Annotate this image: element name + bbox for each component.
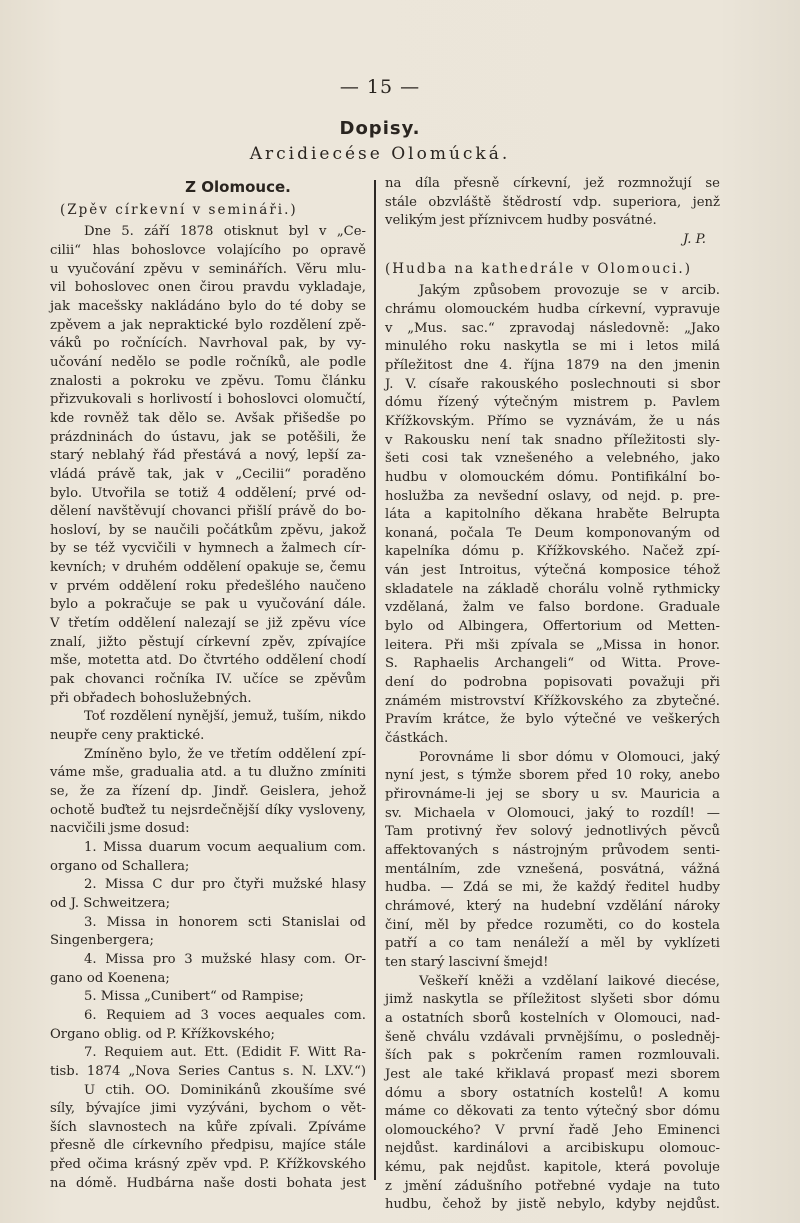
text-line: u vyučování zpěvu v seminářích. Věru mlu- [50,261,366,277]
text-line: šeně chválu vzdávali prvnějšímu, o posledněj- [385,1029,720,1045]
text-line: 7. Requiem aut. Ett. (Edidit F. Witt Ra- [84,1045,366,1061]
text-line: kapelníka dómu p. Křížkovského. Načež zpí- [385,544,720,560]
text-line: Porovnáme li sbor dómu v Olomouci, jaký [419,749,720,765]
text-line: Jakým způsobem provozuje se v arcib. [419,283,720,299]
text-line: Zmíněno bylo, že ve třetím oddělení zpí- [84,746,366,762]
text-line: z jmění zádušního potřebné vydaje na tuto [385,1178,720,1194]
section-title: Dopisy. [339,118,421,139]
text-line: Veškeří kněži a vzdělaní laikové diecése, [419,973,720,989]
text-line: J. V. císaře rakouského poslechnouti si sbor [385,376,720,392]
right-body-text-a [385,175,720,231]
text-line: dómu řízený výtečným mistrem p. Pavlem [385,395,720,411]
text-line: hoslužba za nevšední oslavy, od nejd. p. pre- [385,488,720,504]
text-line: 4. Missa pro 3 mužské hlasy com. Or- [84,951,366,967]
text-line: ochotě buďtež tu nejsrdečnější díky vysloveny, [50,802,366,818]
text-line: známém mistrovství Křížkovského za zbytečné. [385,693,720,709]
text-line: bylo a pokračuje se pak u vyučování dále. [50,597,366,613]
article-heading: Z Olomouce. [185,178,291,196]
text-line: ten starý lascivní šmejd! [385,954,549,970]
text-line: cilii“ hlas bohoslovce volajícího po opravě [50,242,366,258]
text-line: velikým jest příznivcem hudby posvátné. [385,213,657,229]
text-line: znalí, jižto pěstují církevní zpěv, zpívajíce [50,634,366,650]
text-line: nyní jest, s týmže sborem před 10 roky, anebo [385,768,720,784]
text-line: váků po ročnících. Navrhoval pak, by vy- [50,336,366,352]
text-line: Tam protivný řev solový jednotlivých pěvců [385,824,720,840]
text-line: hudbu, čehož by jistě nebylo, kdyby nejdůst. [385,1197,720,1213]
text-line: leitera. Při mši zpívala se „Missa in honor. [385,637,720,653]
text-line: skladatele na základě chorálu volně rythmicky [385,581,720,597]
text-line: dení do podrobna popisovati považuji při [385,675,720,691]
text-line: kde rovněž tak dělo se. Avšak přišedše po [50,410,366,426]
text-line: organo od Schallera; [50,858,190,874]
text-line: v „Mus. sac.“ zpravodaj následovně: „Jako [385,320,720,336]
text-line: činí, měl by předce rozuměti, co do kostela [385,917,720,933]
text-line: mše, motetta atd. Do čtvrtého oddělení chodí [50,653,366,669]
text-line: chrámové, který na hudební vzdělání nároky [385,898,720,914]
text-line: Křížkovským. Přímo se vyznávám, že u nás [385,413,720,429]
text-line: S. Raphaelis Archangeli“ od Witta. Prove- [385,656,720,672]
text-line: šeti cosi tak vznešeného a velebného, jako [385,451,720,467]
text-line: dómu a sbory ostatních kostelů! A komu [385,1085,720,1101]
text-line: vládá právě tak, jak v „Cecilii“ poraděno [50,466,366,482]
right-column [385,175,720,1215]
text-line: sv. Michaela v Olomouci, jaký to rozdíl! — [385,805,720,821]
left-body-text [50,223,366,1193]
text-line: starý neblahý řád přestává a nový, lepší za- [50,448,366,464]
text-line: přesně dle církevního předpisu, majíce stále [50,1138,366,1154]
text-line: tisb. 1874 „Nova Series Cantus s. N. LXV.“) [50,1063,366,1079]
diocese-heading: Arcidiecése Olomúcká. [249,144,511,164]
text-line: v Rakousku není tak snadno příležitosti sly- [385,432,720,448]
right-body-text-b [385,282,720,1215]
text-line: v prvém oddělení roku předešlého naučeno [50,578,366,594]
text-line: olomouckého? V první řadě Jeho Eminenci [385,1122,720,1138]
left-column [50,178,366,1193]
text-line: U ctih. OO. Dominikánů zkoušíme své [84,1082,366,1098]
text-line: by se též vycvičili v hymnech a žalmech cír- [50,541,366,557]
text-line: bylo. Utvořila se totiž 4 oddělení; prvé od- [50,485,366,501]
text-line: mentálním, zde vznešená, posvátná, vážná [385,861,720,877]
text-line: se, že za řízení dp. Jindř. Geislera, jehož [50,784,366,799]
text-line: a ostatních sborů kostelních v Olomouci, nad- [385,1010,720,1026]
text-line: láta a kapitolního děkana hraběte Belrupta [385,507,720,523]
text-line: Pravím krátce, že bylo výtečné ve veškerých [385,712,720,728]
text-line: Toť rozdělení nynější, jemuž, tuším, nikdo [84,709,366,725]
text-line: síly, bývajíce jimi vyzýváni, bychom o vět- [50,1101,366,1117]
right-subheading: (Hudba na kathedrále v Olomouci.) [385,260,692,277]
text-line: příležitost dne 4. října 1879 na den jmenin [385,357,720,373]
text-line: na dómě. Hudbárna naše dosti bohata jest [50,1175,366,1191]
text-line: 6. Requiem ad 3 voces aequales com. [84,1007,366,1023]
text-line: nejdůst. kardinálovi a arcibiskupu olomouc- [385,1141,720,1157]
text-line: od J. Schweitzera; [50,895,171,911]
text-line: při obřadech bohoslužebných. [50,690,252,706]
text-line: 1. Missa duarum vocum aequalium com. [84,839,366,855]
column-divider [374,180,376,1180]
text-line: chrámu olomouckém hudba církevní, vypravuje [385,301,720,317]
text-line: přirovnáme-li jej se sbory u sv. Mauricia a [385,787,720,802]
text-line: učování nedělo se podle ročníků, ale podle [50,354,366,370]
text-line: hudba. — Zdá se mi, že každý ředitel hudby [385,880,720,896]
text-line: hudbu v olomouckém dómu. Pontifikální bo- [385,469,720,485]
text-line: máme co děkovati za tento výtečný sbor dómu [385,1104,720,1120]
text-line: ších slavnostech na kůře zpívali. Zpíváme [50,1119,366,1135]
text-line: Organo oblig. od P. Křížkovského; [50,1026,275,1042]
text-line: váme mše, gradualia atd. a tu dlužno zmíniti [50,765,366,781]
text-line: dělení navštěvují chovanci přišlí právě do bo- [50,504,366,520]
text-line: přizvukovali s horlivostí i bohoslovci olomučtí, [50,392,366,408]
signature: J. P. [682,231,706,247]
text-line: Jest ale také křiklavá propasť mezi sborem [385,1066,720,1082]
text-line: konaná, počala Te Deum komponovaným od [385,525,720,541]
text-line: před očima krásný zpěv vpd. P. Křížkovského [50,1157,366,1173]
text-line: Singenbergera; [50,933,154,949]
text-line: na díla přesně církevní, jež rozmnožují se [385,176,720,191]
text-line: vzdělaná, žalm ve falso bordone. Graduale [385,600,720,616]
text-line: prázdninách do ústavu, jak se potěšili, že [50,429,366,445]
text-line: vil bohoslovec onen čirou pravdu vykladaje, [50,280,366,296]
text-line: minulého roku naskytla se mi i letos milá [385,339,720,355]
text-line: kevních; v druhém oddělení opakuje se, čemu [50,560,366,576]
text-line: stále obzvláště štědrostí vdp. superiora, jenž [385,194,720,210]
text-line: 5. Missa „Cunibert“ od Rampise; [84,989,304,1005]
text-line: nacvičili jsme dosud: [50,821,190,837]
text-line: ván jest Introitus, výtečná komposice téhož [385,563,720,579]
text-line: kému, pak nejdůst. kapitole, která povoluje [385,1160,720,1176]
text-line: patří a co tam nenáleží a měl by vyklízeti [385,936,720,952]
text-line: 3. Missa in honorem scti Stanislai od [84,914,366,930]
text-line: zpěvem a jak nepraktické bylo rozdělení zpě- [50,317,366,333]
text-line: V třetím oddělení nalezají se již zpěvu více [50,616,366,632]
text-line: bylo od Albingera, Offertorium od Metten- [385,619,720,635]
text-line: gano od Koenena; [50,970,170,986]
article-subheading: (Zpěv církevní v semináři.) [60,201,298,218]
text-line: znalosti a pokroku ve zpěvu. Tomu článku [50,373,366,389]
text-line: ších pak s pokrčením ramen rozmlouvali. [385,1048,720,1064]
text-line: pak chovanci ročníka IV. učíce se zpěvům [50,672,366,688]
text-line: neupře ceny praktické. [50,728,205,744]
text-line: affektovaných s nástrojným průvodem senti- [385,842,720,858]
text-line: jimž naskytla se příležitost slyšeti sbor dómu [385,992,720,1008]
text-line: Dne 5. září 1878 otisknut byl v „Ce- [84,224,366,240]
text-line: 2. Missa C dur pro čtyři mužské hlasy [84,877,366,893]
text-line: jak macešsky nakládáno bylo do té doby se [50,298,366,314]
text-line: částkách. [385,731,449,747]
page-number: — 15 — [339,76,421,98]
text-line: hosloví, by se naučili počátkům zpěvu, jakož [50,522,366,538]
